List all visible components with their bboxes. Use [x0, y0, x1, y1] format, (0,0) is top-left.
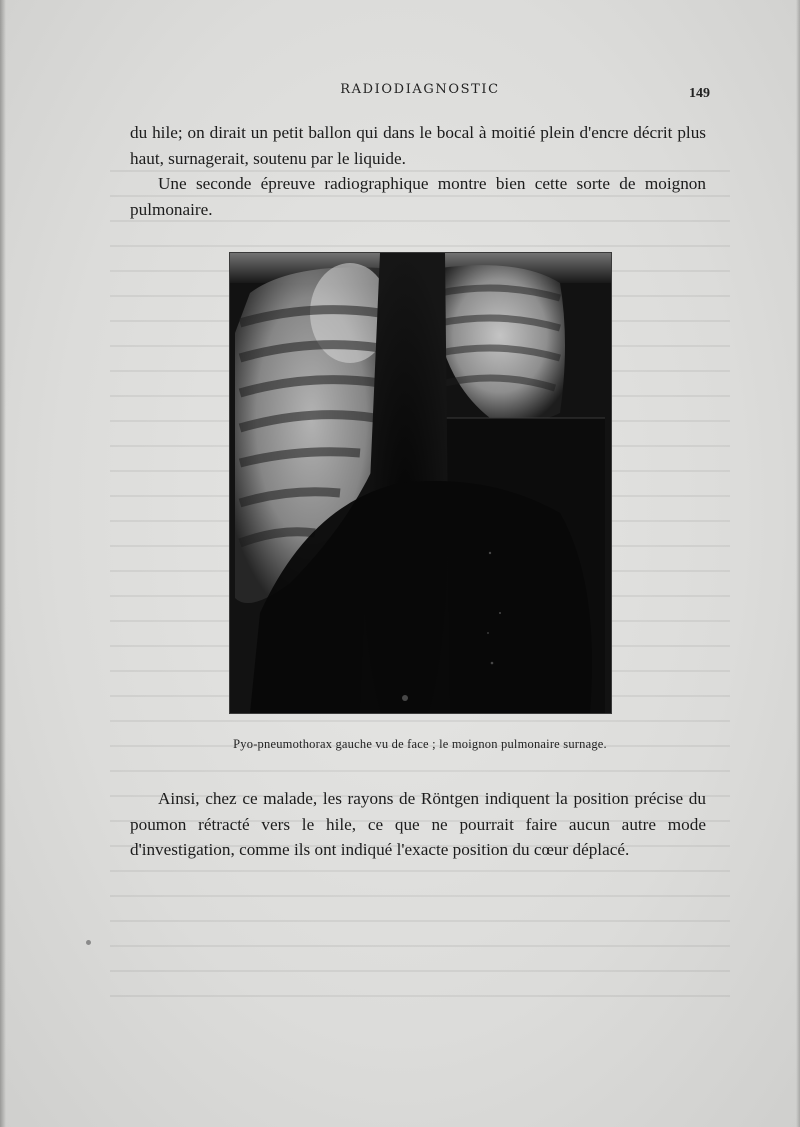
paper-speck [86, 940, 91, 945]
paragraph: Une seconde épreuve radiographique montre bien cette sorte de moignon pulmonaire. [130, 174, 706, 219]
page-number: 149 [689, 86, 710, 101]
page-edge-shadow [796, 0, 800, 1127]
running-title: RADIODIAGNOSTIC [340, 82, 500, 97]
figure-caption: Pyo-pneumothorax gauche vu de face ; le moignon pulmonaire surnage. [233, 737, 607, 751]
chest-radiograph-figure [229, 252, 612, 714]
paragraph: Ainsi, chez ce malade, les rayons de Röntgen indiquent la position précise du poumon rétracté vers le hile, ce que ne pourrait faire aucun autre mode d'investigation, comme ils ont indiqué l'exacte position du cœur déplacé. [130, 789, 706, 859]
running-head [130, 82, 710, 102]
paragraph: du hile; on dirait un petit ballon qui dans le bocal à moitié plein d'encre décrit plus haut, surnagerait, soutenu par le liquide. [130, 123, 706, 168]
top-text-block [130, 120, 706, 222]
radiograph-image [230, 253, 611, 713]
page-edge-shadow [0, 0, 6, 1127]
bottom-text-block [130, 786, 706, 863]
